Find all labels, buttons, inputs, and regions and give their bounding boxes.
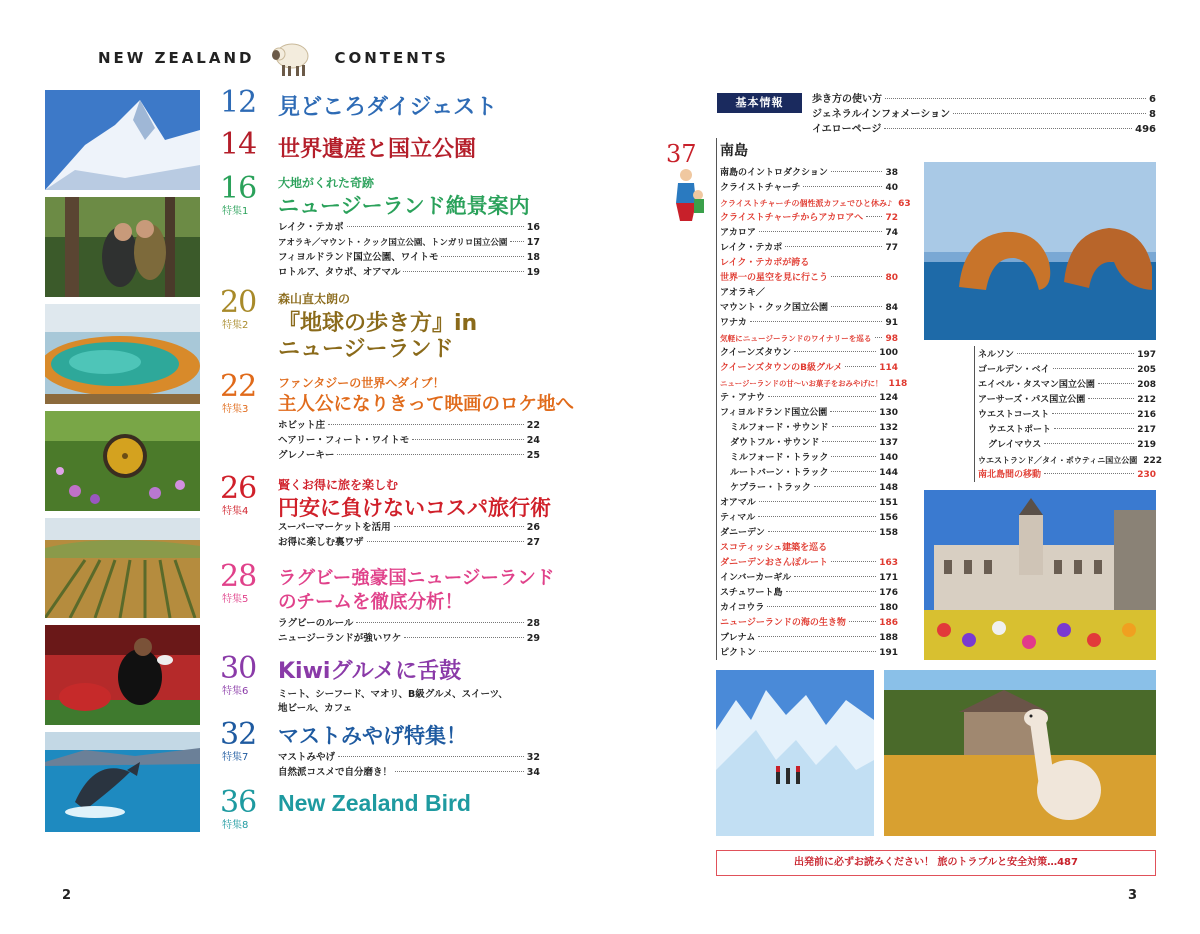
sub-item[interactable]: ラグビーのルール 28 [278, 618, 540, 629]
list-item[interactable]: テ・アナウ 124 [720, 393, 898, 403]
list-item[interactable]: ミルフォード・サウンド 132 [730, 423, 898, 433]
entry-title-line2: のチームを徹底分析！ [278, 592, 464, 613]
list-item[interactable]: アオラキ／ [720, 288, 765, 298]
list-item[interactable]: フィヨルドランド国立公園 130 [720, 408, 898, 418]
list-item[interactable]: ウエストポート 217 [988, 425, 1156, 435]
list-item[interactable]: ウエストコースト 216 [978, 410, 1156, 420]
whale-photo [45, 732, 200, 832]
feature-label: 特集8 [222, 820, 249, 831]
basic-info-list [812, 92, 1156, 137]
list-item[interactable]: ニュージーランドの甘～いお菓子をおみやげに！ 118 [720, 379, 908, 389]
sub-list [278, 220, 540, 280]
list-item[interactable]: ルートバーン・トラック 144 [730, 468, 898, 478]
page-number-right: 3 [1128, 888, 1138, 903]
sub-item[interactable]: お得に楽しむ裏ワザ 27 [278, 537, 540, 548]
sub-item[interactable]: スーパーマーケットを活用 26 [278, 522, 540, 533]
entry-pretitle: ファンタジーの世界へダイブ！ [278, 376, 445, 390]
entry-title: 円安に負けないコスパ旅行術 [278, 496, 551, 520]
list-item[interactable]: ネルソン 197 [978, 350, 1156, 360]
feature-label: 特集6 [222, 686, 249, 697]
sub-item[interactable]: フィヨルドランド国立公園、ワイトモ 18 [278, 252, 540, 263]
entry-description-line1: ミート、シーフード、マオリ、B級グルメ、スイーツ、 [278, 689, 508, 700]
list-item[interactable]: 南島のイントロダクション 38 [720, 168, 898, 178]
list-item[interactable]: 気軽にニュージーランドのワイナリーを巡る 98 [720, 334, 898, 344]
toc-entry-32[interactable] [220, 717, 540, 786]
hobbit-hole-photo [45, 411, 200, 511]
feature-label: 特集4 [222, 506, 249, 517]
south-island-list-continued [978, 348, 1162, 483]
rock-arch-photo [924, 162, 1156, 340]
list-item[interactable]: ワナカ 91 [720, 318, 898, 328]
list-item[interactable]: ピクトン 191 [720, 648, 898, 658]
rugby-photo [45, 625, 200, 725]
vineyard-photo [45, 518, 200, 618]
sub-list [278, 418, 540, 463]
tourist-illustration-icon [670, 165, 710, 225]
list-item[interactable]: クライストチャーチの個性派カフェでひと休み♪ 63 [720, 199, 911, 209]
list-item[interactable]: グレイマウス 219 [988, 440, 1156, 450]
entry-title-line1: ラグビー強豪国ニュージーランド [278, 568, 555, 589]
list-item[interactable]: アカロア 74 [720, 228, 898, 238]
entry-pretitle: 賢くお得に旅を楽しむ [278, 478, 399, 492]
toc-entry-14[interactable] [220, 127, 540, 170]
sub-item[interactable]: ニュージーランドが強いワケ 29 [278, 633, 540, 644]
toc-entry-20[interactable] [220, 285, 540, 368]
list-b-divider [974, 346, 975, 482]
safety-notice[interactable]: 出発前に必ずお読みください！ 旅のトラブルと安全対策…487 [716, 850, 1156, 876]
sub-item[interactable]: アオラキ／マウント・クック国立公園、トンガリロ国立公園 17 [278, 237, 540, 248]
entry-pretitle: 森山直太朗の [278, 292, 351, 306]
entry-title: 見どころダイジェスト [278, 95, 498, 120]
sub-item[interactable]: マストみやげ 32 [278, 752, 540, 763]
list-item[interactable]: 世界一の星空を見に行こう 80 [720, 273, 898, 283]
list-item[interactable]: インバーカーギル 171 [720, 573, 898, 583]
entry-title: ニュージーランド絶景案内 [278, 194, 530, 218]
page-number: 32 [220, 717, 257, 752]
list-item[interactable]: レイク・テカポが誇る [720, 258, 810, 268]
list-item[interactable]: レイク・テカポ 77 [720, 243, 898, 253]
page-number: 12 [220, 85, 257, 120]
mountain-photo [45, 90, 200, 190]
toc-entry-26[interactable] [220, 471, 551, 560]
list-item[interactable]: ブレナム 188 [720, 633, 898, 643]
dunedin-station-photo [924, 490, 1156, 660]
toc-entry-16[interactable] [220, 171, 540, 284]
list-item[interactable]: ダウトフル・サウンド 137 [730, 438, 898, 448]
sub-item[interactable]: 歩き方の使い方 6 [812, 94, 1156, 105]
page-number: 14 [220, 127, 257, 162]
list-item[interactable]: ウエストランド／タイ・ポウティニ国立公園 222 [978, 456, 1162, 466]
entry-title: 世界遺産と国立公園 [278, 137, 477, 162]
page-number: 30 [220, 651, 257, 686]
page-header [98, 38, 449, 78]
sub-list [278, 750, 540, 780]
page-number: 16 [220, 171, 257, 206]
page-number-left: 2 [62, 888, 72, 903]
entry-description-line2: 地ビール、カフェ [278, 703, 353, 714]
list-item[interactable]: ゴールデン・ベイ 205 [978, 365, 1156, 375]
entry-title-line1: 『地球の歩き方』in [278, 311, 478, 336]
list-item[interactable]: マウント・クック国立公園 84 [720, 303, 898, 313]
page-number: 26 [220, 471, 257, 506]
south-divider [716, 138, 717, 660]
toc-entry-30[interactable] [220, 651, 540, 714]
sheep-icon [268, 38, 312, 78]
list-item[interactable]: クライストチャーチ 40 [720, 183, 898, 193]
basic-info-badge: 基本情報 [717, 93, 802, 113]
entry-title: New Zealand Bird [278, 790, 471, 816]
sub-item[interactable]: ロトルア、タウポ、オアマル 19 [278, 267, 540, 278]
south-island-title: 南島 [720, 143, 748, 159]
list-item[interactable]: ダニーデンおさんぽルート 163 [720, 558, 898, 568]
feature-label: 特集5 [222, 594, 249, 605]
list-item[interactable]: ニュージーランドの海の生き物 186 [720, 618, 898, 628]
page-number: 22 [220, 369, 257, 404]
header-title-right: CONTENTS [334, 49, 449, 67]
list-item[interactable]: カイコウラ 180 [720, 603, 898, 613]
entry-title-line2: ニュージーランド [278, 337, 454, 362]
feature-label: 特集3 [222, 404, 249, 415]
toc-entry-28[interactable] [220, 559, 555, 652]
page-number: 36 [220, 785, 257, 820]
sub-list [278, 616, 540, 646]
sub-item[interactable]: レイク・テカポ 16 [278, 222, 540, 233]
forest-couple-photo [45, 197, 200, 297]
glacier-photo [716, 670, 874, 836]
toc-entry-36[interactable] [220, 785, 540, 838]
list-item[interactable]: オアマル 151 [720, 498, 898, 508]
page-number: 20 [220, 285, 257, 320]
sub-item[interactable]: ヘアリー・フィート・ワイトモ 24 [278, 435, 540, 446]
feature-label: 特集2 [222, 320, 249, 331]
list-item[interactable]: アーサーズ・パス国立公園 212 [978, 395, 1156, 405]
entry-pretitle: 大地がくれた奇跡 [278, 176, 375, 190]
sub-item[interactable]: ホビット庄 22 [278, 420, 540, 431]
list-item[interactable]: ケプラー・トラック 148 [730, 483, 898, 493]
feature-label: 特集1 [222, 206, 249, 217]
south-island-list [720, 166, 911, 661]
list-item[interactable]: クイーンズタウンのB級グルメ 114 [720, 363, 898, 373]
list-item[interactable]: ミルフォード・トラック 140 [730, 453, 898, 463]
sub-item[interactable]: グレノーキー 25 [278, 450, 540, 461]
list-item[interactable]: エイベル・タスマン国立公園 208 [978, 380, 1156, 390]
header-title-left: NEW ZEALAND [98, 49, 255, 67]
list-item[interactable]: ダニーデン 158 [720, 528, 898, 538]
south-island-page-number: 37 [666, 140, 697, 168]
sub-list [278, 520, 540, 550]
list-item[interactable]: クイーンズタウン 100 [720, 348, 898, 358]
entry-title: 主人公になりきって映画のロケ地へ [278, 394, 575, 415]
sub-item[interactable]: 自然派コスメで自分磨き！ 34 [278, 767, 540, 778]
list-item[interactable]: スチュワート島 176 [720, 588, 898, 598]
list-item[interactable]: 南北島間の移動 230 [978, 470, 1156, 480]
sub-item[interactable]: イエローページ 496 [812, 124, 1156, 135]
hot-spring-photo [45, 304, 200, 404]
sub-item[interactable]: ジェネラルインフォメーション 8 [812, 109, 1156, 120]
alpaca-photo [884, 670, 1156, 836]
feature-label: 特集7 [222, 752, 249, 763]
entry-title: Kiwiグルメに舌鼓 [278, 659, 462, 684]
list-item[interactable]: スコティッシュ建築を巡る [720, 543, 828, 553]
list-item[interactable]: ティマル 156 [720, 513, 898, 523]
entry-title: マストみやげ特集！ [278, 724, 467, 748]
page-number: 28 [220, 559, 257, 594]
toc-entry-12[interactable] [220, 85, 540, 128]
list-item[interactable]: クライストチャーチからアカロアへ 72 [720, 213, 898, 223]
toc-entry-22[interactable] [220, 369, 575, 470]
